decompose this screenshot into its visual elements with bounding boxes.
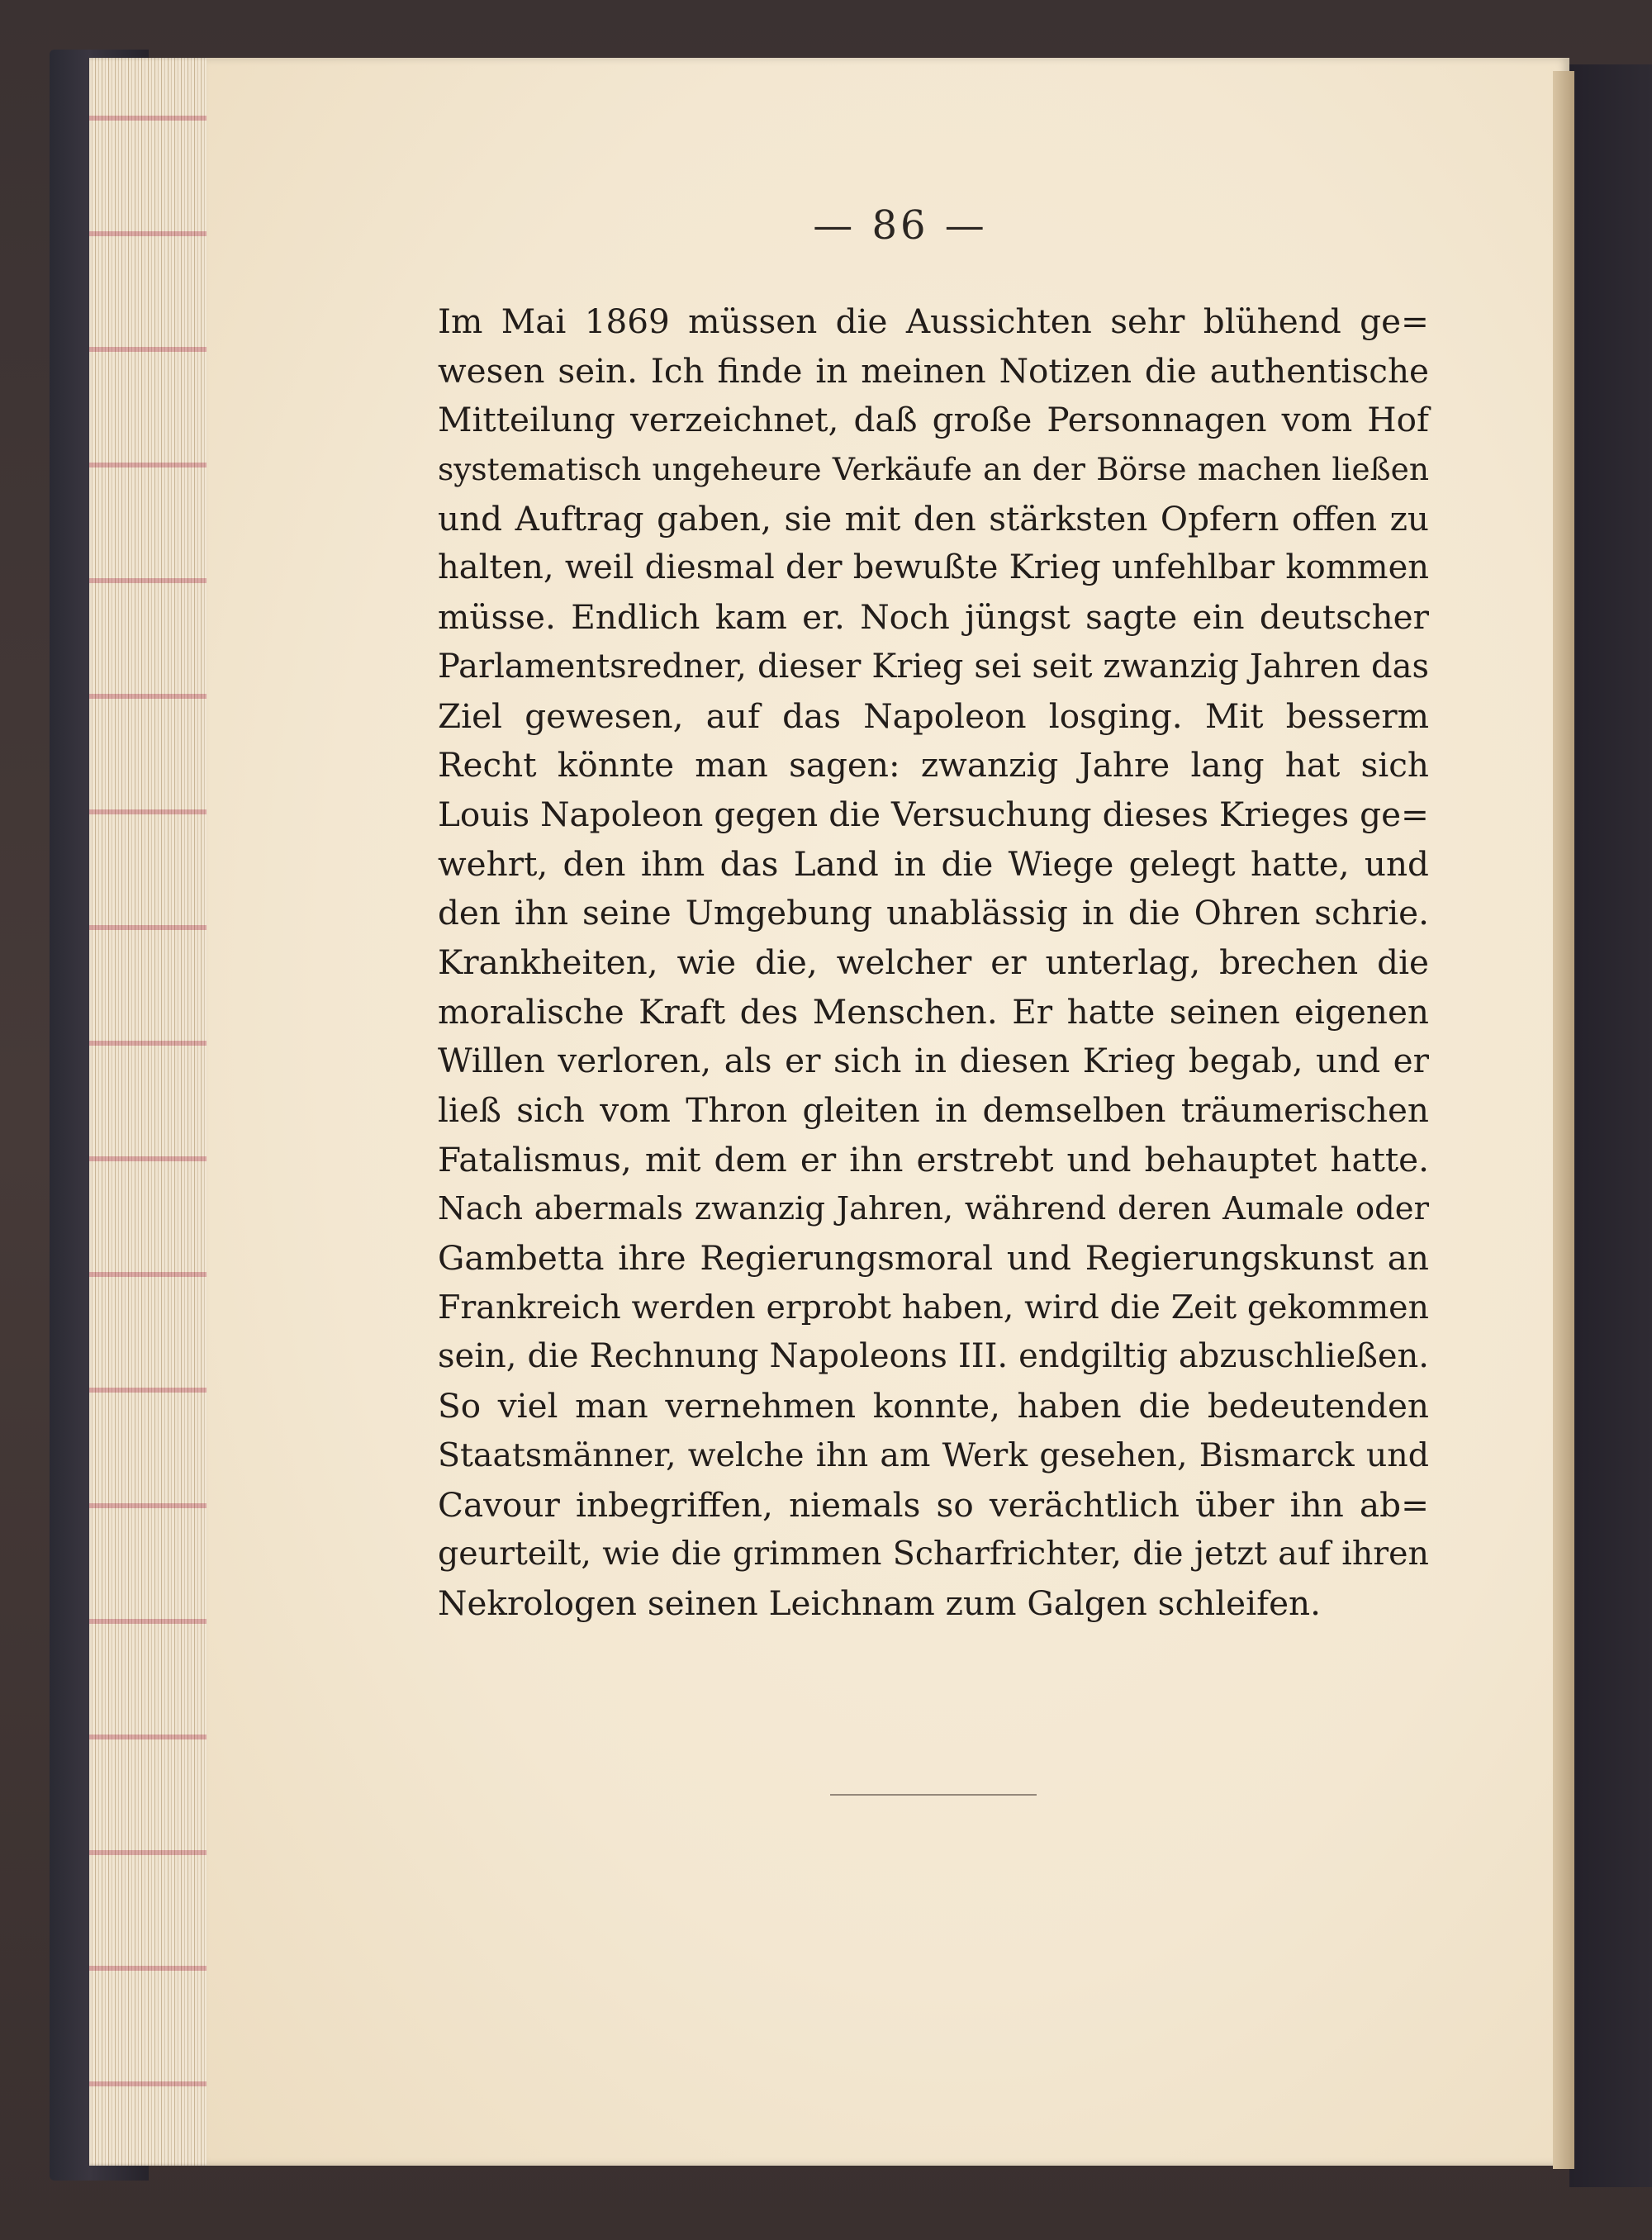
text-line: halten, weil diesmal der bewußte Krieg unfehlbar kommen [438, 548, 1429, 587]
page-number: — 86 — [813, 202, 988, 249]
text-line: sein, die Rechnung Napoleons III. endgiltig abzuschließen. [438, 1337, 1429, 1376]
end-rule [830, 1794, 1037, 1796]
book-cover-right [1569, 64, 1652, 2187]
text-line: So viel man vernehmen konnte, haben die bedeutenden [438, 1386, 1429, 1426]
text-line: Fatalismus, mit dem er ihn erstrebt und behauptet hatte. [438, 1139, 1429, 1179]
text-line: Nach abermals zwanzig Jahren, während deren Aumale oder [438, 1190, 1429, 1228]
text-line: Cavour inbegriffen, niemals so verächtlich über ihn ab= [438, 1484, 1429, 1525]
text-line: Recht könnte man sagen: zwanzig Jahre lang hat sich [438, 745, 1429, 785]
text-line: Louis Napoleon gegen die Versuchung dieses Krieges ge= [438, 794, 1429, 834]
text-line: den ihn seine Umgebung unablässig in die Ohren schrie. [438, 893, 1429, 933]
page-gutter [1553, 71, 1574, 2169]
body-text [438, 297, 1429, 1629]
text-line: geurteilt, wie die grimmen Scharfrichter, die jetzt auf ihren [438, 1535, 1429, 1573]
text-line: Mitteilung verzeichnet, daß große Personnagen vom Hof [438, 400, 1429, 440]
text-line: Krankheiten, wie die, welcher er unterlag, brechen die [438, 942, 1429, 982]
text-line: Im Mai 1869 müssen die Aussichten sehr blühend ge= [438, 301, 1429, 341]
text-line: Ziel gewesen, auf das Napoleon losging. Mit besserm [438, 695, 1429, 736]
text-line: Frankreich werden erprobt haben, wird die Zeit gekommen [438, 1288, 1429, 1326]
text-line: müsse. Endlich kam er. Noch jüngst sagte ein deutscher [438, 597, 1429, 638]
text-line: wesen sein. Ich finde in meinen Notizen die authentische [438, 350, 1429, 391]
text-line: systematisch ungeheure Verkäufe an der Börse machen ließen [438, 451, 1429, 488]
text-line: ließ sich vom Thron gleiten in demselben träumerischen [438, 1090, 1429, 1130]
text-line: moralische Kraft des Menschen. Er hatte seinen eigenen [438, 991, 1429, 1032]
text-line: Parlamentsredner, dieser Krieg sei seit zwanzig Jahren das [438, 647, 1429, 686]
text-line: Gambetta ihre Regierungsmoral und Regierungskunst an [438, 1238, 1429, 1279]
text-line: und Auftrag gaben, sie mit den stärksten Opfern offen zu [438, 498, 1429, 539]
page-edges [89, 58, 213, 2166]
text-line: Willen verloren, als er sich in diesen Krieg begab, und er [438, 1041, 1429, 1081]
text-line: Staatsmänner, welche ihn am Werk gesehen, Bismarck und [438, 1436, 1429, 1474]
text-line: wehrt, den ihm das Land in die Wiege gelegt hatte, und [438, 843, 1429, 884]
text-line: Nekrologen seinen Leichnam zum Galgen schleifen. [438, 1583, 1322, 1623]
